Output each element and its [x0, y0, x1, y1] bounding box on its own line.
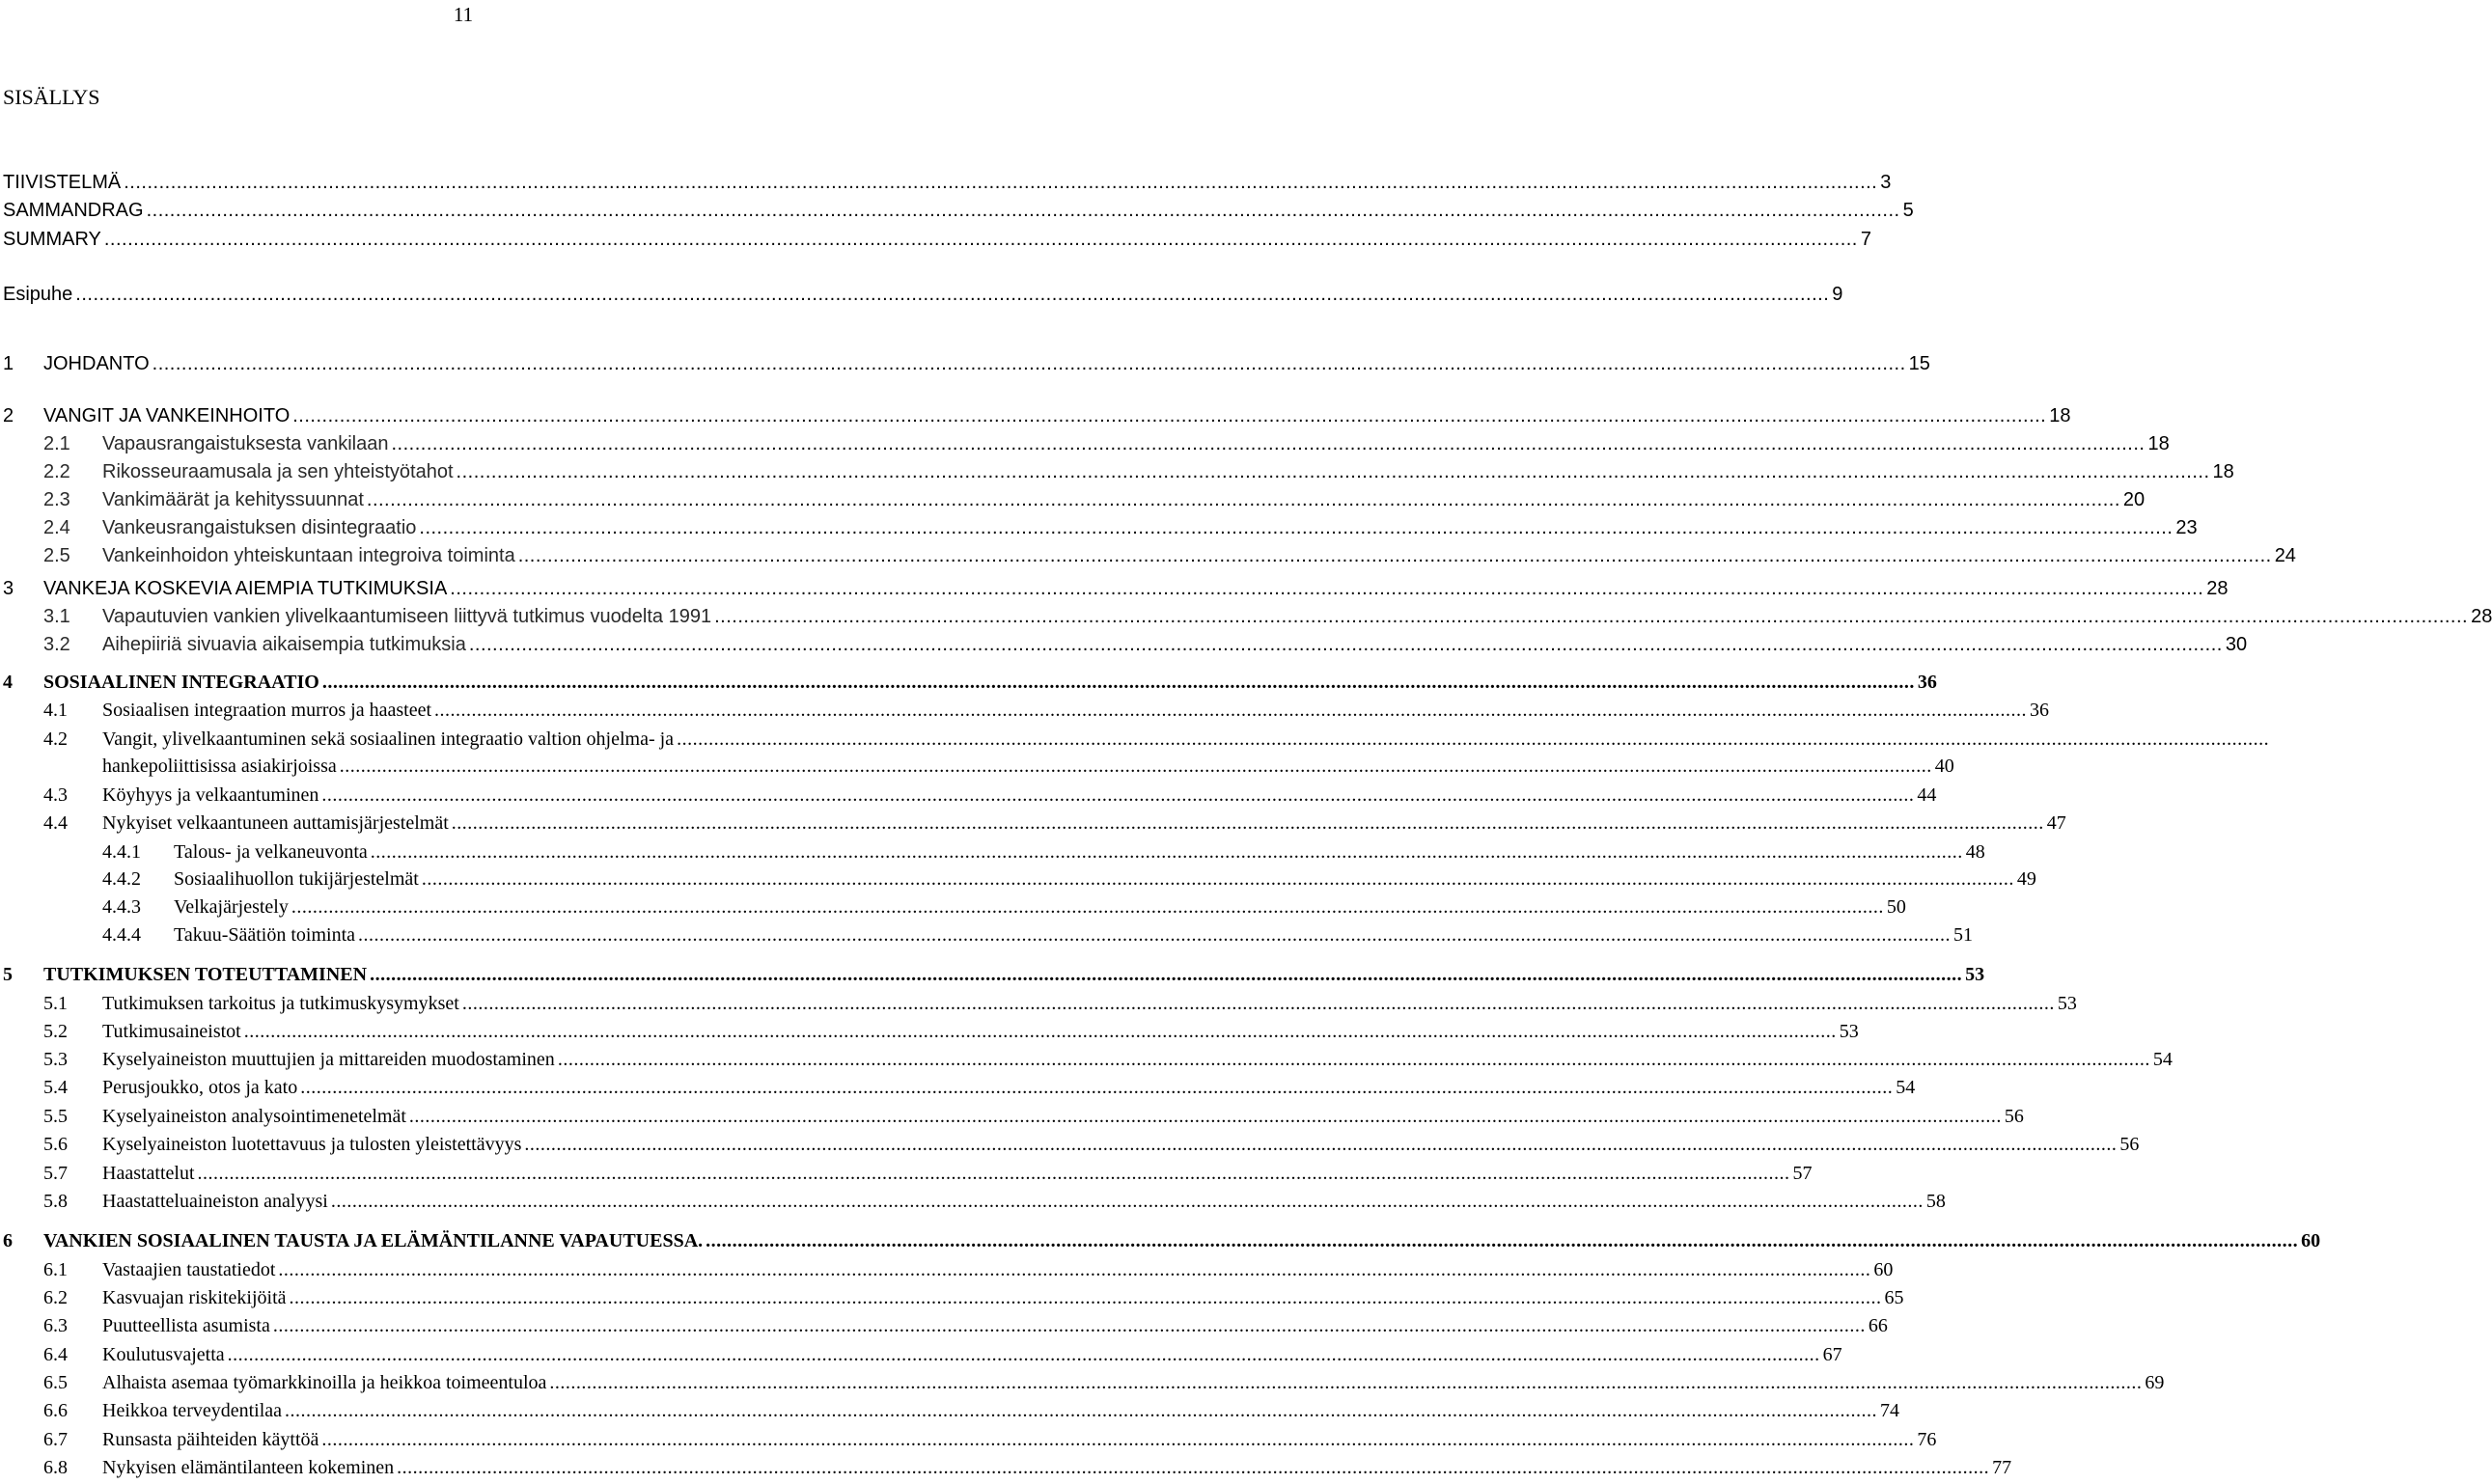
dot-leader: ............................................................................................................................................................................................................................................................................................................: [321, 672, 1915, 693]
toc-entry-page: 18: [2147, 433, 2170, 454]
toc-entry-number: 5.6: [43, 1134, 68, 1155]
toc-entry[interactable]: [0, 1398, 1900, 1423]
toc-entry-page: 53: [1965, 964, 1985, 985]
toc-entry-label: Vankimäärät ja kehityssuunnat: [102, 489, 364, 510]
toc-entry-page: 9: [1832, 284, 1843, 305]
toc-entry-number: 5.3: [43, 1049, 68, 1070]
toc-entry-page: 30: [2225, 634, 2248, 655]
toc-entry[interactable]: [0, 1342, 1842, 1367]
dot-leader: ............................................................................................................................................................................................................................................................................................................: [292, 405, 2047, 426]
toc-entry[interactable]: [0, 459, 2234, 484]
toc-entry-label: hankepoliittisissa asiakirjoissa: [102, 756, 337, 777]
toc-entry-label: TUTKIMUKSEN TOTEUTTAMINEN: [43, 964, 368, 985]
toc-entry-page: 18: [2212, 461, 2234, 482]
toc-entry-number: 2.4: [43, 517, 70, 538]
toc-entry-label: Aihepiiriä sivuavia aikaisempia tutkimuksia: [102, 634, 466, 655]
dot-leader: ............................................................................................................................................................................................................................................................................................................: [278, 1259, 1871, 1280]
toc-entry[interactable]: [0, 962, 1985, 987]
toc-entry-page: 36: [1917, 672, 1937, 693]
toc-entry-label: Puutteellista asumista: [102, 1315, 270, 1336]
dot-leader: ............................................................................................................................................................................................................................................................................................................: [370, 964, 1963, 985]
toc-entry-page: 77: [1992, 1457, 2012, 1478]
toc-entry[interactable]: [0, 1370, 2165, 1395]
toc-entry[interactable]: [0, 1228, 2321, 1253]
toc-entry[interactable]: [0, 811, 2066, 836]
toc-entry-label: TIIVISTELMÄ: [3, 172, 122, 193]
toc-entry-number: 2: [3, 405, 14, 426]
toc-entry-page: 18: [2049, 405, 2071, 426]
toc-entry-page: 76: [1917, 1429, 1937, 1450]
dot-leader: ............................................................................................................................................................................................................................................................................................................: [557, 1049, 2150, 1070]
toc-entry-page: 56: [2004, 1106, 2024, 1127]
toc-entry-label: Rikosseuraamusala ja sen yhteistyötahot: [102, 461, 454, 482]
toc-entry-page: 74: [1880, 1400, 1900, 1421]
toc-entry-page: 58: [1925, 1191, 1946, 1212]
toc-entry-number: 6: [3, 1230, 13, 1251]
toc-entry-label: Vankeusrangaistuksen disintegraatio: [102, 517, 417, 538]
toc-entry[interactable]: [0, 670, 1937, 695]
dot-leader: ............................................................................................................................................................................................................................................................................................................: [146, 200, 1900, 221]
page-title: SISÄLLYS: [3, 85, 100, 109]
toc-entry-page: 60: [2301, 1230, 2321, 1251]
toc-entry-label: Köyhyys ja velkaantuminen: [102, 784, 319, 806]
toc-entry-label: Velkajärjestely: [174, 896, 289, 918]
toc-entry-page: 50: [1886, 896, 1906, 918]
dot-leader: ............................................................................................................................................................................................................................................................................................................: [370, 841, 1963, 863]
toc-entry-number: 2.1: [43, 433, 70, 454]
toc-entry-page: 28: [2471, 606, 2492, 627]
toc-entry-page: 7: [1860, 229, 1871, 250]
toc-entry-page: 28: [2206, 578, 2229, 599]
toc-entry-page: 54: [2152, 1049, 2173, 1070]
toc-entry[interactable]: [0, 227, 1871, 252]
toc-entry-label: Nykyisen elämäntilanteen kokeminen: [102, 1457, 395, 1478]
toc-entry[interactable]: [0, 170, 1892, 195]
toc-entry-label: Tutkimusaineistot: [102, 1021, 241, 1042]
toc-entry-label: Esipuhe: [3, 284, 73, 305]
dot-leader: ............................................................................................................................................................................................................................................................................................................: [321, 784, 1915, 806]
toc-entry[interactable]: [0, 839, 1985, 865]
dot-leader: ............................................................................................................................................................................................................................................................................................................: [75, 284, 1830, 305]
toc-entry-number: 5.2: [43, 1021, 68, 1042]
toc-entry-label: Takuu-Säätiön toiminta: [174, 924, 356, 946]
toc-entry[interactable]: [0, 1285, 1904, 1310]
toc-entry-number: 4.1: [43, 700, 68, 721]
dot-leader: ............................................................................................................................................................................................................................................................................................................: [227, 1344, 1820, 1365]
dot-leader: ............................................................................................................................................................................................................................................................................................................: [366, 489, 2120, 510]
toc-entry-label: Vankeinhoidon yhteiskuntaan integroiva toiminta: [102, 545, 515, 566]
toc-entry-number: 4.2: [43, 728, 68, 750]
dot-leader: ............................................................................................................................................................................................................................................................................................................: [421, 868, 2014, 890]
toc-entry-number: 4: [3, 672, 13, 693]
toc-entry-number: 4.4.3: [102, 896, 141, 918]
toc-entry-number: 6.3: [43, 1315, 68, 1336]
toc-entry-page: 53: [1839, 1021, 1859, 1042]
toc-entry-page: 65: [1884, 1287, 1904, 1308]
toc-entry-number: 6.6: [43, 1400, 68, 1421]
dot-leader: ............................................................................................................................................................................................................................................................................................................: [451, 812, 2044, 834]
toc-entry-label: Tutkimuksen tarkoitus ja tutkimuskysymykset: [102, 993, 459, 1014]
dot-leader: ............................................................................................................................................................................................................................................................................................................: [408, 1106, 2002, 1127]
toc-entry[interactable]: [0, 403, 2071, 428]
toc-entry-number: 5.1: [43, 993, 68, 1014]
dot-leader: ............................................................................................................................................................................................................................................................................................................: [300, 1077, 1894, 1098]
dot-leader: ............................................................................................................................................................................................................................................................................................................: [419, 517, 2174, 538]
dot-leader: ............................................................................................................................................................................................................................................................................................................: [706, 1230, 2299, 1251]
toc-entry-page: 48: [1965, 841, 1985, 863]
dot-leader: ............................................................................................................................................................................................................................................................................................................: [103, 229, 1858, 250]
dot-leader: ............................................................................................................................................................................................................................................................................................................: [434, 700, 2028, 721]
toc-entry-number: 5: [3, 964, 13, 985]
dot-leader: ............................................................................................................................................................................................................................................................................................................: [152, 353, 1906, 374]
dot-leader: ............................................................................................................................................................................................................................................................................................................: [272, 1315, 1866, 1336]
toc-entry-label: SOSIAALINEN INTEGRAATIO: [43, 672, 319, 693]
toc-entry[interactable]: [0, 894, 1906, 920]
toc-entry[interactable]: [0, 431, 2170, 456]
dot-leader: ............................................................................................................................................................................................................................................................................................................: [124, 172, 1878, 193]
toc-entry-number: 6.4: [43, 1344, 68, 1365]
toc-entry-page: 20: [2122, 489, 2146, 510]
toc-entry[interactable]: [0, 1257, 1894, 1282]
toc-entry-label: VANKEJA KOSKEVIA AIEMPIA TUTKIMUKSIA: [43, 578, 448, 599]
toc-entry-label: Sosiaalihuollon tukijärjestelmät: [174, 868, 419, 890]
toc-entry[interactable]: [0, 1189, 1946, 1214]
dot-leader: ............................................................................................................................................................................................................................................................................................................: [461, 993, 2055, 1014]
toc-entry-label: SAMMANDRAG: [3, 200, 144, 221]
toc-entry-page: 23: [2175, 517, 2198, 538]
toc-entry[interactable]: [0, 1104, 2024, 1129]
toc-entry[interactable]: [0, 991, 2077, 1016]
toc-entry-number: 5.4: [43, 1077, 68, 1098]
toc-entry-number: 4.4.4: [102, 924, 141, 946]
toc-entry-number: 5.5: [43, 1106, 68, 1127]
toc-entry[interactable]: [0, 866, 2036, 892]
dot-leader: ............................................................................................................................................................................................................................................................................................................: [330, 1191, 1924, 1212]
toc-entry-number: 6.8: [43, 1457, 68, 1478]
toc-entry-label: JOHDANTO: [43, 353, 150, 374]
toc-entry-label: Runsasta päihteiden käyttöä: [102, 1429, 319, 1450]
toc-entry-number: 4.4: [43, 812, 68, 834]
toc-entry-label: Koulutusvajetta: [102, 1344, 225, 1365]
toc-entry-label: Haastatteluaineiston analyysi: [102, 1191, 328, 1212]
toc-entry-label: Vapausrangaistuksesta vankilaan: [102, 433, 389, 454]
toc-entry[interactable]: [0, 351, 1930, 376]
toc-entry[interactable]: [0, 1455, 2012, 1480]
toc-entry-number: 6.5: [43, 1372, 68, 1393]
toc-entry-number: 4.3: [43, 784, 68, 806]
toc-entry-label: Vastaajien taustatiedot: [102, 1259, 276, 1280]
toc-entry-page: 36: [2030, 700, 2050, 721]
toc-entry-number: 6.1: [43, 1259, 68, 1280]
toc-entry-label: Kasvuajan riskitekijöitä: [102, 1287, 287, 1308]
toc-entry[interactable]: [0, 698, 2050, 723]
toc-entry-page: 5: [1902, 200, 1914, 221]
toc-entry-number: 2.3: [43, 489, 70, 510]
toc-entry-label: Talous- ja velkaneuvonta: [174, 841, 368, 863]
toc-entry-label: Kyselyaineiston muuttujien ja mittareiden muodostaminen: [102, 1049, 555, 1070]
toc-entry-page: 40: [1934, 756, 1954, 777]
toc-entry[interactable]: [0, 922, 1974, 948]
toc-entry[interactable]: [0, 576, 2229, 601]
toc-entry-page: 57: [1792, 1163, 1813, 1184]
dot-leader: ............................................................................................................................................................................................................................................................................................................: [450, 578, 2204, 599]
toc-entry-number: 5.7: [43, 1163, 68, 1184]
toc-entry-number: 3.2: [43, 634, 70, 655]
dot-leader: ............................................................................................................................................................................................................................................................................................................: [677, 728, 2270, 750]
dot-leader: ............................................................................................................................................................................................................................................................................................................: [358, 924, 1952, 946]
dot-leader: ............................................................................................................................................................................................................................................................................................................: [243, 1021, 1837, 1042]
toc-entry-label: Alhaista asemaa työmarkkinoilla ja heikkoa toimeentuloa: [102, 1372, 547, 1393]
dot-leader: ............................................................................................................................................................................................................................................................................................................: [391, 433, 2146, 454]
toc-entry[interactable]: [0, 1313, 1888, 1338]
toc-entry-page: 67: [1822, 1344, 1842, 1365]
toc-entry-page: 24: [2274, 545, 2296, 566]
dot-leader: ............................................................................................................................................................................................................................................................................................................: [456, 461, 2210, 482]
toc-entry[interactable]: [0, 487, 2146, 512]
toc-entry-number: 3: [3, 578, 14, 599]
toc-entry[interactable]: [0, 727, 2270, 752]
toc-entry[interactable]: [0, 1427, 1937, 1452]
toc-entry-label: Perusjoukko, otos ja kato: [102, 1077, 298, 1098]
toc-entry[interactable]: [0, 1019, 1859, 1044]
dot-leader: ............................................................................................................................................................................................................................................................................................................: [321, 1429, 1915, 1450]
toc-entry-page: 44: [1917, 784, 1937, 806]
toc-entry[interactable]: [0, 543, 2296, 568]
dot-leader: ............................................................................................................................................................................................................................................................................................................: [291, 896, 1884, 918]
dot-leader: ............................................................................................................................................................................................................................................................................................................: [524, 1134, 2118, 1155]
dot-leader: ............................................................................................................................................................................................................................................................................................................: [197, 1163, 1790, 1184]
toc-entry-label: SUMMARY: [3, 229, 101, 250]
toc-entry-page: 15: [1908, 353, 1930, 374]
toc-entry-label: Haastattelut: [102, 1163, 195, 1184]
toc-entry-number: 6.2: [43, 1287, 68, 1308]
dot-leader: ............................................................................................................................................................................................................................................................................................................: [517, 545, 2272, 566]
toc-entry-page: 47: [2046, 812, 2066, 834]
toc-entry[interactable]: [0, 282, 1843, 307]
toc-entry-number: 2.5: [43, 545, 70, 566]
dot-leader: ............................................................................................................................................................................................................................................................................................................: [289, 1287, 1882, 1308]
toc-entry-label: Vapautuvien vankien ylivelkaantumiseen liittyvä tutkimus vuodelta 1991: [102, 606, 712, 627]
toc-entry[interactable]: [0, 632, 2248, 657]
toc-entry-label: Kyselyaineiston luotettavuus ja tulosten yleistettävyys: [102, 1134, 522, 1155]
toc-entry-label: VANGIT JA VANKEINHOITO: [43, 405, 291, 426]
toc-entry-label: VANKIEN SOSIAALINEN TAUSTA JA ELÄMÄNTILANNE VAPAUTUESSA.: [43, 1230, 704, 1251]
toc-entry-page: 49: [2016, 868, 2036, 890]
toc-entry-label: Nykyiset velkaantuneen auttamisjärjestelmät: [102, 812, 449, 834]
toc-entry[interactable]: [0, 604, 2492, 629]
dot-leader: ............................................................................................................................................................................................................................................................................................................: [339, 756, 1932, 777]
toc-entry-page: 56: [2119, 1134, 2140, 1155]
toc-entry[interactable]: [0, 1132, 2140, 1157]
toc-entry[interactable]: [0, 1075, 1916, 1100]
dot-leader: ............................................................................................................................................................................................................................................................................................................: [468, 634, 2223, 655]
toc-entry-number: 6.7: [43, 1429, 68, 1450]
toc-entry-page: 66: [1868, 1315, 1888, 1336]
toc-entry-page: 3: [1880, 172, 1892, 193]
page-number: 11: [453, 3, 474, 26]
toc-entry-label: Heikkoa terveydentilaa: [102, 1400, 283, 1421]
dot-leader: ............................................................................................................................................................................................................................................................................................................: [397, 1457, 1990, 1478]
toc-entry[interactable]: [0, 783, 1937, 808]
toc-entry-number: 3.1: [43, 606, 70, 627]
toc-entry-number: 4.4.2: [102, 868, 141, 890]
toc-entry-label: Sosiaalisen integraation murros ja haasteet: [102, 700, 432, 721]
toc-entry[interactable]: [0, 1047, 2173, 1072]
toc-entry-number: 5.8: [43, 1191, 68, 1212]
toc-entry[interactable]: [0, 198, 1914, 223]
dot-leader: ............................................................................................................................................................................................................................................................................................................: [549, 1372, 2143, 1393]
toc-entry[interactable]: [0, 754, 1954, 779]
toc-entry-page: 60: [1873, 1259, 1894, 1280]
toc-entry[interactable]: [0, 515, 2198, 540]
toc-entry-number: 1: [3, 353, 14, 374]
toc-entry-number: 4.4.1: [102, 841, 141, 863]
toc-entry-page: 69: [2145, 1372, 2165, 1393]
toc-entry-label: Vangit, ylivelkaantuminen sekä sosiaalinen integraatio valtion ohjelma- ja: [102, 728, 675, 750]
dot-leader: ............................................................................................................................................................................................................................................................................................................: [285, 1400, 1878, 1421]
toc-entry[interactable]: [0, 1161, 1813, 1186]
toc-entry-page: 51: [1953, 924, 1974, 946]
toc-entry-number: 2.2: [43, 461, 70, 482]
toc-entry-page: 54: [1896, 1077, 1916, 1098]
toc-entry-label: Kyselyaineiston analysointimenetelmät: [102, 1106, 406, 1127]
toc-entry-page: 53: [2057, 993, 2077, 1014]
dot-leader: ............................................................................................................................................................................................................................................................................................................: [714, 606, 2469, 627]
